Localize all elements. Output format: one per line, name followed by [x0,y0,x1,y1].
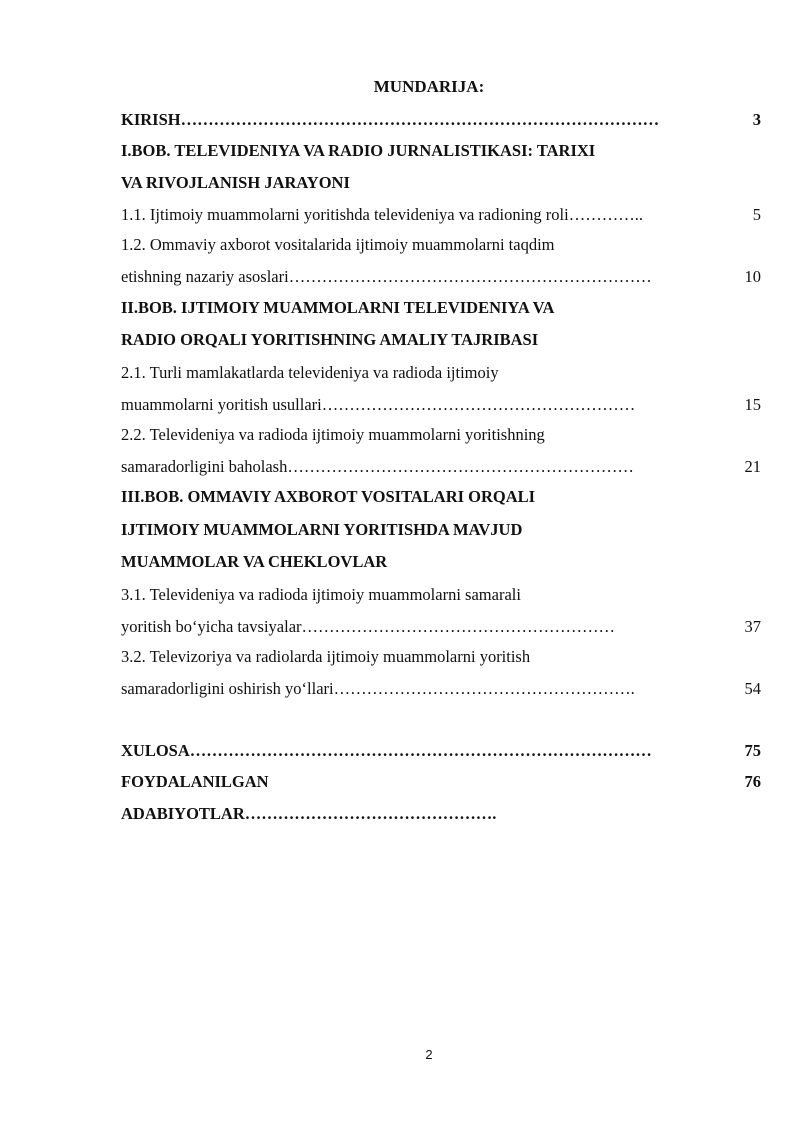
toc-section-2-1-line-2 [121,393,761,417]
toc-entry-text: II.BOB. IJTIMOIY MUAMMOLARNI TELEVIDENIYA VA [121,298,555,317]
page-number: 2 [425,1047,433,1062]
toc-section-2-2-line-2 [121,455,761,479]
toc-entry-text: FOYDALANILGAN [121,772,269,791]
toc-entry-page: 75 [744,741,761,760]
toc-entry-text: 1.1. Ijtimoiy muammolarni yoritishda televideniya va radioning roli………….. [121,205,643,224]
toc-section-1-2-line-2 [121,265,761,289]
toc-entry-text: XULOSA………………………………………………………………………… [121,741,652,760]
toc-entry-page: 54 [744,679,761,698]
toc-entry-text: etishning nazariy asoslari………………………………………………………… [121,267,652,286]
toc-section-2-2-line-1 [121,423,761,447]
toc-entry-page: 15 [744,395,761,414]
toc-entry-page: 10 [744,267,761,286]
toc-entry-foydalanilgan [121,770,761,794]
toc-entry-text: MUAMMOLAR VA CHEKLOVLAR [121,552,388,571]
toc-section-3-1-line-1 [121,583,761,607]
toc-section-1-1 [121,203,761,227]
toc-entry-adabiyotlar [121,802,761,826]
toc-entry-text: IJTIMOIY MUAMMOLARNI YORITISHDA MAVJUD [121,520,523,539]
toc-entry-page: 5 [752,205,761,224]
toc-chapter-2-line-2 [121,328,761,352]
toc-entry-text: I.BOB. TELEVIDENIYA VA RADIO JURNALISTIKASI: TARIXI [121,141,596,160]
toc-entry-text: 1.2. Ommaviy axborot vositalarida ijtimoiy muammolarni taqdim [121,235,555,254]
toc-section-3-2-line-1 [121,645,761,669]
toc-entry-page: 3 [752,110,761,129]
toc-entry-text: samaradorligini oshirish yo‘llari………………………………………………. [121,679,635,698]
toc-entry-text: III.BOB. OMMAVIY AXBOROT VOSITALARI ORQALI [121,487,536,506]
toc-section-1-2-line-1 [121,233,761,257]
toc-entry-text: yoritish bo‘yicha tavsiyalar………………………………………………… [121,617,616,636]
toc-entry-xulosa [121,739,761,763]
toc-section-3-1-line-2 [121,615,761,639]
toc-chapter-3-line-2 [121,518,761,542]
toc-entry-text: 3.2. Televizoriya va radiolarda ijtimoiy muammolarni yoritish [121,647,531,666]
toc-entry-text: muammolarni yoritish usullari………………………………………………… [121,395,636,414]
toc-entry-text: 2.2. Televideniya va radioda ijtimoiy muammolarni yoritishning [121,425,545,444]
toc-entry-text: VA RIVOJLANISH JARAYONI [121,173,350,192]
toc-chapter-2-line-1 [121,296,761,320]
toc-title: MUNDARIJA: [373,77,485,96]
toc-chapter-3-line-1 [121,485,761,509]
toc-section-2-1-line-1 [121,361,761,385]
toc-entry-text: ADABIYOTLAR………………………………………. [121,804,497,823]
toc-entry-text: 2.1. Turli mamlakatlarda televideniya va radioda ijtimoiy [121,363,499,382]
toc-chapter-3-line-3 [121,550,761,574]
toc-entry-text: 3.1. Televideniya va radioda ijtimoiy muammolarni samarali [121,585,521,604]
toc-entry-page: 21 [744,457,761,476]
toc-entry-text: RADIO ORQALI YORITISHNING AMALIY TAJRIBASI [121,330,539,349]
toc-entry-page: 37 [744,617,761,636]
toc-entry-text: samaradorligini baholash……………………………………………………… [121,457,634,476]
toc-chapter-1-line-2 [121,171,761,195]
toc-chapter-1-line-1 [121,139,761,163]
toc-entry-kirish [121,108,761,132]
toc-entry-page: 76 [744,772,761,791]
toc-entry-text: KIRISH…………………………………………………………………………… [121,110,660,129]
toc-section-3-2-line-2 [121,677,761,701]
